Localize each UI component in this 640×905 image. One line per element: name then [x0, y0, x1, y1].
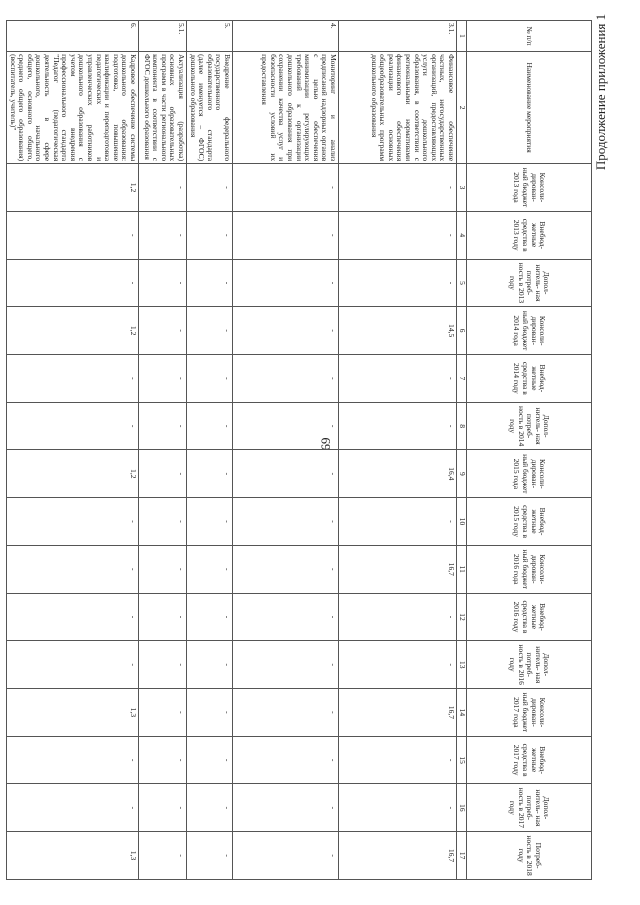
column-number-cell: 8 [457, 402, 467, 450]
value-cell: - [187, 211, 233, 259]
value-cell: 16,4 [339, 450, 457, 498]
value-cell: - [7, 498, 139, 546]
value-cell: - [139, 641, 187, 689]
value-cell: - [187, 498, 233, 546]
value-cell: - [187, 689, 233, 737]
value-cell: - [139, 593, 187, 641]
value-cell: - [339, 402, 457, 450]
value-cell: - [7, 355, 139, 403]
value-cell: - [139, 689, 187, 737]
value-cell: - [233, 164, 339, 212]
value-cell: - [139, 545, 187, 593]
value-cell: - [7, 641, 139, 689]
column-header: Консоли- дирован- ный бюджет 2014 года [467, 307, 592, 355]
column-number-cell: 2 [457, 52, 467, 164]
column-header: Допол- нитель- ная потреб- ность в 2017 году [467, 784, 592, 832]
value-cell: - [187, 355, 233, 403]
value-cell: 1,3 [7, 832, 139, 880]
value-cell: - [233, 689, 339, 737]
value-cell: - [7, 736, 139, 784]
value-cell: - [139, 402, 187, 450]
column-number-cell: 9 [457, 450, 467, 498]
column-header: Внебюд- жетные средства в 2017 году [467, 736, 592, 784]
value-cell: - [233, 545, 339, 593]
value-cell: - [233, 593, 339, 641]
table-row [187, 21, 233, 880]
value-cell: - [187, 307, 233, 355]
column-header: Внебюд- жетные средства в 2013 году [467, 211, 592, 259]
value-cell: - [187, 259, 233, 307]
value-cell: - [187, 641, 233, 689]
value-cell: 1,2 [7, 307, 139, 355]
funding-table [6, 20, 592, 880]
column-number-cell: 3 [457, 164, 467, 212]
column-header: Внебюд- жетные средства в 2014 году [467, 355, 592, 403]
column-header: Допол- нитель- ная потреб- ность в 2013 году [467, 259, 592, 307]
value-cell: - [7, 259, 139, 307]
value-cell: 16,7 [339, 545, 457, 593]
value-cell: - [187, 164, 233, 212]
activity-name-cell: Кадровое обеспечение системы дошкольного образования: подготовка, повышение квалификации и переподготовка педагогических и управленческих работников дошкольного образования с учетом внедрения профессионального стандарта "Педагог (педагогическая деятельность в сфере дошкольного, начального общего, основного общего, среднего общего образования) (воспитатель, учитель)" [7, 52, 139, 164]
column-header: Консоли- дирован- ный бюджет 2017 года [467, 689, 592, 737]
value-cell: - [339, 593, 457, 641]
value-cell: - [187, 832, 233, 880]
value-cell: - [139, 832, 187, 880]
value-cell: - [233, 259, 339, 307]
value-cell: - [233, 641, 339, 689]
value-cell: 14,5 [339, 307, 457, 355]
value-cell: 1,2 [7, 450, 139, 498]
column-header: Консоли- дирован- ный бюджет 2013 года [467, 164, 592, 212]
value-cell: - [187, 736, 233, 784]
column-number-cell: 11 [457, 545, 467, 593]
column-header: Внебюд- жетные средства в 2015 году [467, 498, 592, 546]
rotated-table-container [8, 20, 592, 900]
column-number-row [457, 21, 467, 880]
value-cell: - [339, 641, 457, 689]
column-number-cell: 4 [457, 211, 467, 259]
item-number-cell: 5. [187, 21, 233, 52]
column-header: Наименование мероприятия [467, 52, 592, 164]
value-cell: - [233, 498, 339, 546]
value-cell: - [339, 211, 457, 259]
value-cell: 16,7 [339, 689, 457, 737]
value-cell: 1,2 [7, 164, 139, 212]
value-cell: - [139, 307, 187, 355]
value-cell: - [7, 784, 139, 832]
value-cell: - [339, 164, 457, 212]
column-number-cell: 15 [457, 736, 467, 784]
page-number: 69 [318, 437, 333, 451]
column-header: Консоли- дирован- ный бюджет 2016 года [467, 545, 592, 593]
column-number-cell: 7 [457, 355, 467, 403]
column-header: № п/п [467, 21, 592, 52]
activity-name-cell: Внедрение федерального государственного образовательного стандарта (далее именуется – ФГОС) дошкольного образования [187, 52, 233, 164]
value-cell: - [233, 784, 339, 832]
column-number-cell: 12 [457, 593, 467, 641]
value-cell: - [233, 355, 339, 403]
column-number-cell: 14 [457, 689, 467, 737]
value-cell: - [139, 450, 187, 498]
column-number-cell: 17 [457, 832, 467, 880]
value-cell: - [339, 498, 457, 546]
table-row [139, 21, 187, 880]
value-cell: - [339, 784, 457, 832]
table-row [7, 21, 139, 880]
value-cell: - [139, 498, 187, 546]
item-number-cell: 4. [233, 21, 339, 52]
value-cell: - [7, 545, 139, 593]
value-cell: - [7, 211, 139, 259]
item-number-cell: 5.1. [139, 21, 187, 52]
column-header: Потреб- ность в 2018 году [467, 832, 592, 880]
value-cell: - [187, 450, 233, 498]
value-cell: - [7, 593, 139, 641]
value-cell: - [139, 259, 187, 307]
value-cell: - [233, 832, 339, 880]
column-header: Внебюд- жетные средства в 2016 году [467, 593, 592, 641]
value-cell: 1,3 [7, 689, 139, 737]
table-row [233, 21, 339, 880]
value-cell: - [233, 211, 339, 259]
value-cell: - [233, 307, 339, 355]
column-number-cell: 5 [457, 259, 467, 307]
column-number-cell: 1 [457, 21, 467, 52]
value-cell: - [7, 402, 139, 450]
table-row [339, 21, 457, 880]
value-cell: - [339, 736, 457, 784]
value-cell: - [339, 259, 457, 307]
column-header: Допол- нитель- ная потреб- ность в 2014 году [467, 402, 592, 450]
table-body [7, 21, 457, 880]
column-number-cell: 6 [457, 307, 467, 355]
value-cell: - [187, 402, 233, 450]
column-number-cell: 13 [457, 641, 467, 689]
value-cell: - [139, 164, 187, 212]
value-cell: - [233, 450, 339, 498]
activity-name-cell: Финансовое обеспечение частных, негосударственных организаций, предоставляющих услуги дошкольного образования, в соответствии с региональными нормативами финансового обеспечения реализации основных общеобразовательных программ дошкольного образования [339, 52, 457, 164]
value-cell: - [233, 736, 339, 784]
value-cell: - [139, 355, 187, 403]
column-header: Допол- нитель- ная потреб- ность в 2016 году [467, 641, 592, 689]
value-cell: - [187, 784, 233, 832]
value-cell: - [139, 211, 187, 259]
value-cell: - [233, 402, 339, 450]
activity-name-cell: Актуализация (разработка) основных образовательных программ в части регионального компонента в соответствии с ФГОС дошкольного образования [139, 52, 187, 164]
activity-name-cell: Мониторинг и анализ предписаний надзорных органов с целью обеспечения минимизации регулирующих требований к организации дошкольного образования при сохранении качества услуг и безопасности условий их предоставления [233, 52, 339, 164]
value-cell: - [339, 355, 457, 403]
column-number-cell: 16 [457, 784, 467, 832]
value-cell: - [139, 784, 187, 832]
column-number-cell: 10 [457, 498, 467, 546]
value-cell: - [187, 545, 233, 593]
appendix-continuation-heading: Продолжение приложения 1 [593, 13, 608, 171]
item-number-cell: 6. [7, 21, 139, 52]
value-cell: - [187, 593, 233, 641]
column-header: Консоли- дирован- ный бюджет 2015 года [467, 450, 592, 498]
table-header-row [467, 21, 592, 880]
item-number-cell: 3.1. [339, 21, 457, 52]
value-cell: 16,7 [339, 832, 457, 880]
value-cell: - [139, 736, 187, 784]
